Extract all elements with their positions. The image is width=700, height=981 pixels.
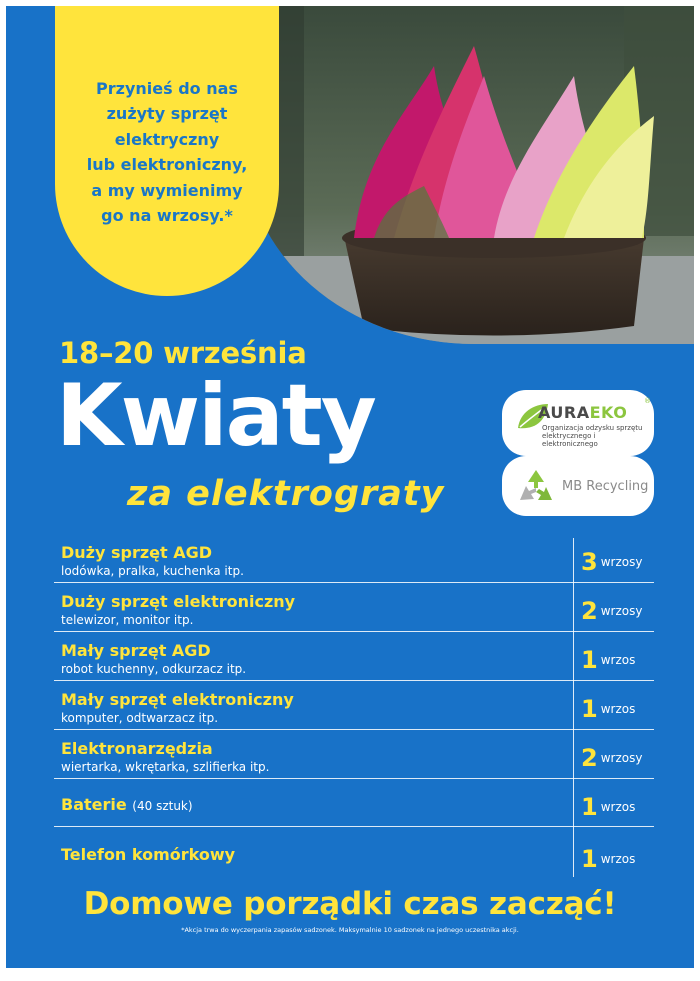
info-bubble bbox=[55, 6, 279, 296]
item-reward bbox=[581, 695, 635, 723]
reward-unit: wrzosy bbox=[600, 604, 643, 618]
bubble-text: Przynieś do nas zużyty sprzęt elektryczny lub elektroniczny, a my wymienimy go na wrzosy.* bbox=[86, 79, 248, 226]
item-category bbox=[61, 641, 211, 660]
table-row bbox=[54, 681, 654, 730]
category-label: Mały sprzęt AGD bbox=[61, 641, 211, 660]
registered-mark: ® bbox=[644, 397, 651, 405]
page-title: Kwiaty bbox=[56, 366, 375, 466]
reward-count: 1 bbox=[581, 646, 598, 674]
category-label: Baterie bbox=[61, 795, 127, 814]
item-examples: wiertarka, wkrętarka, szlifierka itp. bbox=[61, 760, 270, 774]
reward-count: 1 bbox=[581, 793, 598, 821]
item-reward bbox=[581, 793, 635, 821]
table-row bbox=[54, 779, 654, 828]
reward-count: 1 bbox=[581, 845, 598, 873]
category-label: Mały sprzęt elektroniczny bbox=[61, 690, 294, 709]
category-label: Telefon komórkowy bbox=[61, 845, 236, 864]
reward-count: 2 bbox=[581, 744, 598, 772]
item-reward bbox=[581, 548, 642, 576]
reward-unit: wrzosy bbox=[600, 555, 643, 569]
reward-unit: wrzos bbox=[600, 852, 636, 866]
item-category bbox=[61, 690, 294, 709]
reward-unit: wrzos bbox=[600, 653, 636, 667]
item-category bbox=[61, 592, 295, 611]
table-row bbox=[54, 534, 654, 583]
item-category bbox=[61, 845, 235, 864]
heather-pot-image bbox=[244, 6, 694, 344]
reward-unit: wrzos bbox=[600, 702, 636, 716]
item-reward bbox=[581, 597, 642, 625]
item-reward bbox=[581, 845, 635, 873]
auraeko-logo bbox=[502, 390, 654, 456]
table-row bbox=[54, 632, 654, 681]
item-category bbox=[61, 739, 213, 758]
mb-recycling-name: MB Recycling bbox=[562, 479, 649, 494]
item-reward bbox=[581, 744, 642, 772]
reward-unit: wrzosy bbox=[600, 751, 643, 765]
table-row bbox=[54, 583, 654, 632]
category-note: (40 sztuk) bbox=[132, 799, 193, 813]
item-examples: komputer, odtwarzacz itp. bbox=[61, 711, 219, 725]
footer-slogan: Domowe porządki czas zacząć! bbox=[83, 886, 617, 922]
footnote: *Akcja trwa do wyczerpania zapasów sadzonek. Maksymalnie 10 sadzonek na jednego uczestnika akcji. bbox=[181, 926, 519, 934]
category-label: Elektronarzędzia bbox=[61, 739, 213, 758]
mb-recycling-logo bbox=[502, 456, 654, 516]
reward-count: 2 bbox=[581, 597, 598, 625]
reward-count: 3 bbox=[581, 548, 598, 576]
category-label: Duży sprzęt elektroniczny bbox=[61, 592, 296, 611]
recycling-icon bbox=[514, 466, 558, 506]
auraeko-name bbox=[538, 403, 627, 422]
table-row bbox=[54, 730, 654, 779]
auraeko-tagline: Organizacja odzysku sprzętu elektrycznego i elektronicznego bbox=[542, 424, 643, 448]
reward-unit: wrzos bbox=[600, 800, 636, 814]
category-label: Duży sprzęt AGD bbox=[61, 543, 213, 562]
item-reward bbox=[581, 646, 635, 674]
item-category bbox=[61, 543, 212, 562]
event-date: 18–20 września bbox=[59, 336, 307, 370]
poster bbox=[6, 6, 694, 968]
item-examples: lodówka, pralka, kuchenka itp. bbox=[61, 564, 244, 578]
item-category bbox=[61, 795, 193, 814]
item-examples: robot kuchenny, odkurzacz itp. bbox=[61, 662, 247, 676]
heather-photo bbox=[244, 6, 694, 344]
reward-count: 1 bbox=[581, 695, 598, 723]
page-subtitle: za elektrograty bbox=[127, 474, 445, 514]
item-examples: telewizor, monitor itp. bbox=[61, 613, 194, 627]
table-row bbox=[54, 827, 654, 876]
auraeko-name-b: EKO bbox=[589, 403, 628, 422]
auraeko-name-a: AURA bbox=[538, 403, 590, 422]
